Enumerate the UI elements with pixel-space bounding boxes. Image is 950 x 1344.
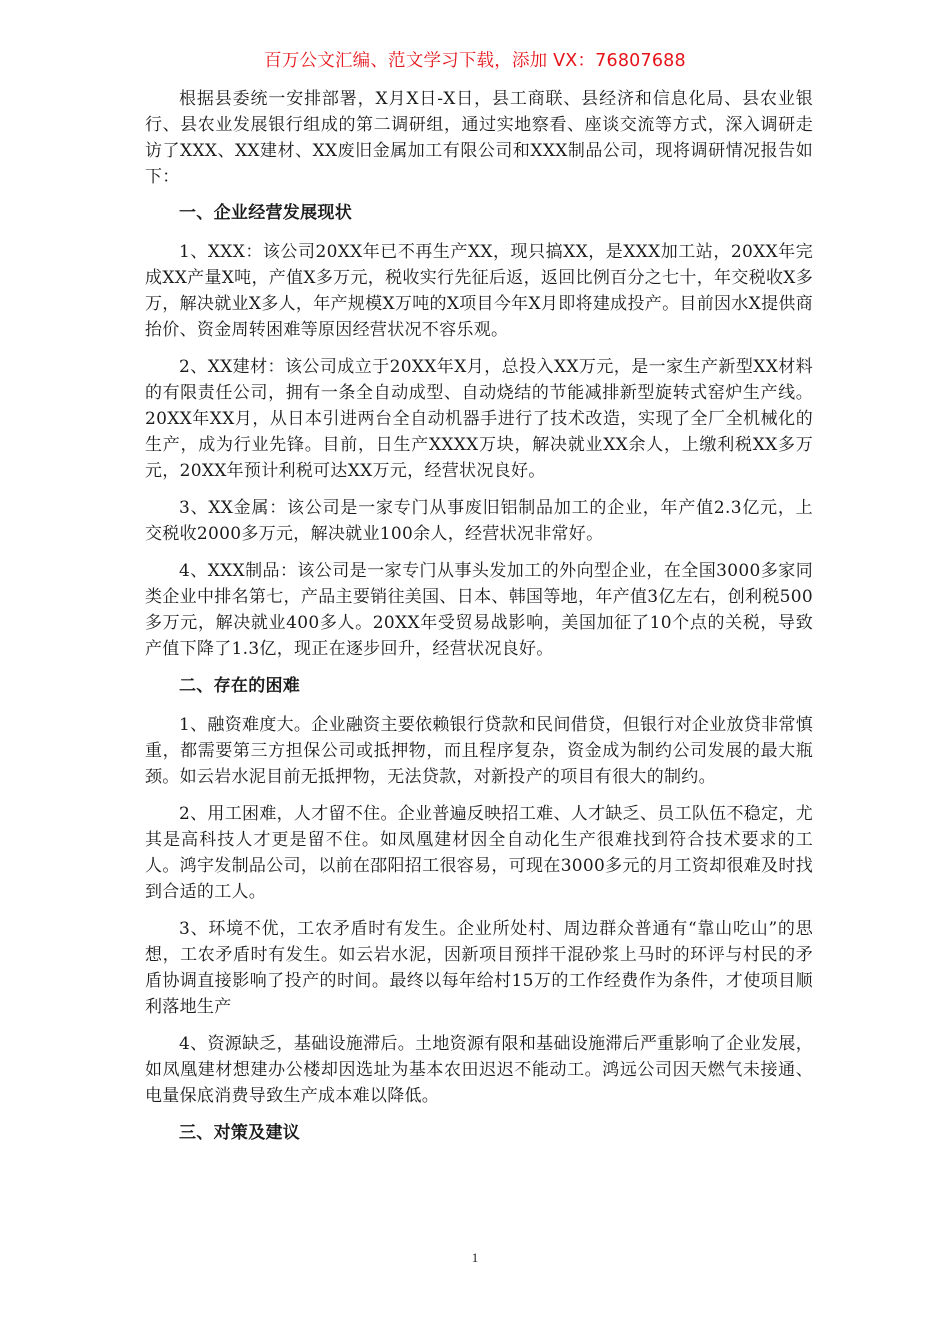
list-item: 3、环境不优，工农矛盾时有发生。企业所处村、周边群众普通有“靠山吃山”的思想，工农矛盾时有发生。如云岩水泥，因新项目预拌干混砂浆上马时的环评与村民的矛盾协调直接影响了投产的时间。最终以每年给村15万的工作经费作为条件，才使项目顺利落地生产: [145, 919, 813, 1017]
list-item: 2、XX建材：该公司成立于20XX年X月，总投入XX万元，是一家生产新型XX材料的有限责任公司，拥有一条全自动成型、自动烧结的节能减排新型旋转式窑炉生产线。20XX年XX月，从日本引进两台全自动机器手进行了技术改造，实现了全厂全机械化的生产，成为行业先锋。目前，日生产XXXX万块，解决就业XX余人，上缴利税XX多万元，20XX年预计利税可达XX万元，经营状况良好。: [145, 357, 813, 481]
document-body: [145, 86, 813, 1159]
page-header-watermark: 百万公文汇编、范文学习下载，添加 VX：76807688: [264, 51, 686, 71]
list-item: 4、XXX制品：该公司是一家专门从事头发加工的外向型企业，在全国3000多家同类企业中排名第七，产品主要销往美国、日本、韩国等地，年产值3亿左右，创利税500多万元，解决就业400多人。20XX年受贸易战影响，美国加征了10个点的关税，导致产值下降了1.3亿，现正在逐步回升，经营状况良好。: [145, 561, 813, 659]
section-heading-3: 三、对策及建议: [179, 1123, 301, 1143]
list-item: 1、XXX：该公司20XX年已不再生产XX，现只搞XX，是XXX加工站，20XX年完成XX产量X吨，产值X多万元，税收实行先征后返，返回比例百分之七十，年交税收X多万，解决就业X多人，年产规模X万吨的X项目今年X月即将建成投产。目前因水X提供商抬价、资金周转困难等原因经营状况不容乐观。: [145, 242, 813, 340]
list-item: 3、XX金属：该公司是一家专门从事废旧铝制品加工的企业，年产值2.3亿元，上交税收2000多万元，解决就业100余人，经营状况非常好。: [145, 498, 813, 544]
page-number: 1: [471, 1250, 479, 1265]
section-heading-1: 一、企业经营发展现状: [179, 203, 352, 223]
list-item: 2、用工困难，人才留不住。企业普遍反映招工难、人才缺乏、员工队伍不稳定，尤其是高科技人才更是留不住。如凤凰建材因全自动化生产很难找到符合技术要求的工人。鸿宇发制品公司，以前在邵阳招工很容易，可现在3000多元的月工资却很难及时找到合适的工人。: [145, 804, 813, 902]
list-item: 1、融资难度大。企业融资主要依赖银行贷款和民间借贷，但银行对企业放贷非常慎重，都需要第三方担保公司或抵押物，而且程序复杂，资金成为制约公司发展的最大瓶颈。如云岩水泥目前无抵押物，无法贷款，对新投产的项目有很大的制约。: [145, 715, 813, 787]
intro-paragraph: 根据县委统一安排部署，X月X日-X日，县工商联、县经济和信息化局、县农业银行、县农业发展银行组成的第二调研组，通过实地察看、座谈交流等方式，深入调研走访了XXX、XX建材、XX废旧金属加工有限公司和XXX制品公司，现将调研情况报告如下：: [145, 89, 813, 187]
list-item: 4、资源缺乏，基础设施滞后。土地资源有限和基础设施滞后严重影响了企业发展，如凤凰建材想建办公楼却因选址为基本农田迟迟不能动工。鸿远公司因天燃气未接通、电量保底消费导致生产成本难以降低。: [145, 1034, 813, 1106]
section-heading-2: 二、存在的困难: [179, 676, 301, 696]
